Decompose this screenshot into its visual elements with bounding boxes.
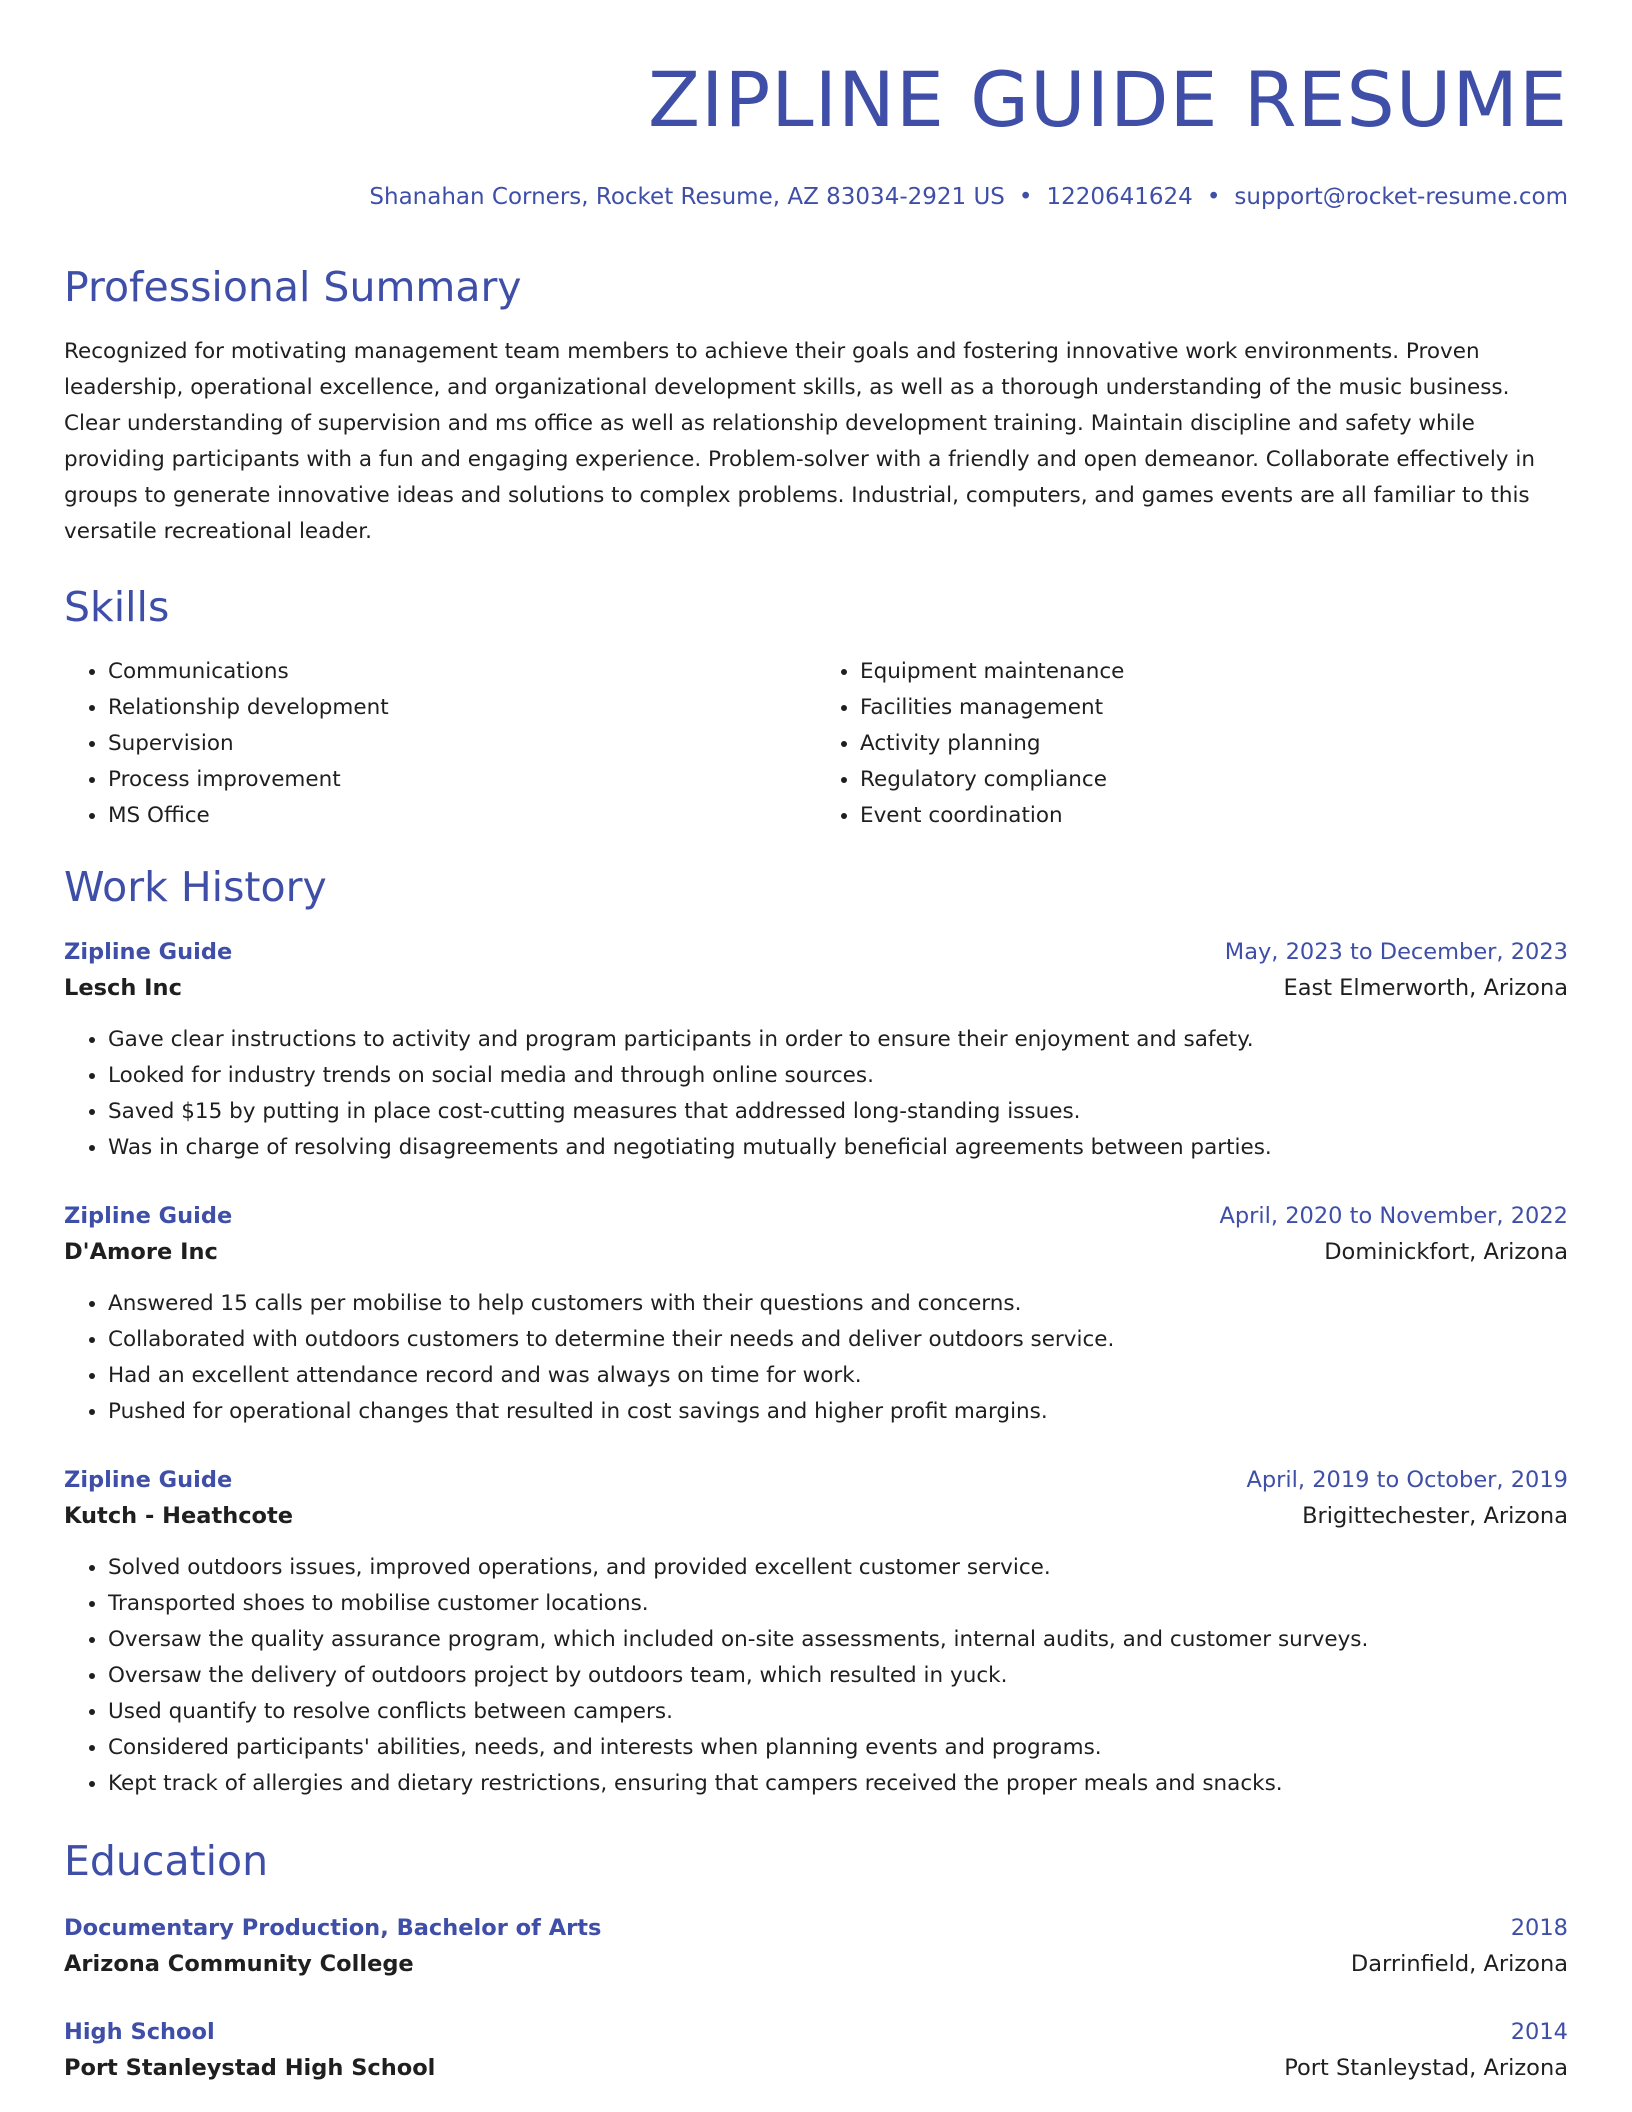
job-title: Zipline Guide	[64, 1203, 233, 1229]
skill-item: • Event coordination	[860, 798, 1568, 834]
contact-phone: 1220641624	[1046, 184, 1193, 210]
contact-address: Shanahan Corners, Rocket Resume, AZ 83034-2921 US	[369, 184, 1005, 210]
summary-heading: Professional Summary	[64, 263, 522, 311]
job-dates: May, 2023 to December, 2023	[1224, 939, 1568, 965]
education-entry	[64, 2016, 1568, 2086]
job-entry	[64, 1464, 1568, 1802]
education-location: Port Stanleystad, Arizona	[1284, 2055, 1568, 2081]
skills-list	[64, 654, 1568, 834]
job-title-row	[64, 1464, 1568, 1496]
education-location: Darrinfield, Arizona	[1350, 1951, 1568, 1977]
job-bullets	[64, 1022, 1568, 1166]
contact-line	[64, 182, 1568, 212]
skill-item: • MS Office	[108, 798, 816, 834]
job-bullet: • Was in charge of resolving disagreements and negotiating mutually beneficial agreements between parties.	[108, 1130, 1568, 1166]
resume-name: ZIPLINE GUIDE RESUME	[647, 55, 1568, 144]
skill-item: • Equipment maintenance	[860, 654, 1568, 690]
skills-heading: Skills	[64, 583, 170, 631]
education-degree-row	[64, 1912, 1568, 1944]
education-heading: Education	[64, 1837, 269, 1885]
contact-separator: •	[1018, 184, 1033, 210]
job-bullet: • Considered participants' abilities, needs, and interests when planning events and programs.	[108, 1730, 1568, 1766]
education-school: Port Stanleystad High School	[64, 2055, 436, 2081]
job-dates: April, 2019 to October, 2019	[1246, 1467, 1568, 1493]
job-title: Zipline Guide	[64, 939, 233, 965]
job-bullet: • Oversaw the quality assurance program, which included on-site assessments, internal audits, and customer surveys.	[108, 1622, 1568, 1658]
summary-text: Recognized for motivating management team members to achieve their goals and fostering innovative work environments. Proven leadership, operational excellence, and organizational development skills, as well as a thorough understanding of the music business. Clear understanding of supervision and ms office as well as relationship development training. Maintain discipline and safety while providing participants with a fun and engaging experience. Problem-solver with a friendly and open demeanor. Collaborate effectively in groups to generate innovative ideas and solutions to complex problems. Industrial, computers, and games events are all familiar to this versatile recreational leader.	[64, 339, 1535, 544]
job-title-row	[64, 1200, 1568, 1232]
job-bullet: • Transported shoes to mobilise customer locations.	[108, 1586, 1568, 1622]
job-company-row	[64, 1498, 1568, 1534]
skill-item: • Communications	[108, 654, 816, 690]
job-bullet: • Saved $15 by putting in place cost-cutting measures that addressed long-standing issues.	[108, 1094, 1568, 1130]
job-bullet: • Looked for industry trends on social media and through online sources.	[108, 1058, 1568, 1094]
job-company-row	[64, 1234, 1568, 1270]
job-bullet: • Kept track of allergies and dietary restrictions, ensuring that campers received the proper meals and snacks.	[108, 1766, 1568, 1802]
skills-column-left	[64, 654, 816, 834]
education-school-row	[64, 1946, 1568, 1982]
skills-column-right	[816, 654, 1568, 834]
job-location: East Elmerworth, Arizona	[1283, 975, 1568, 1001]
education-school: Arizona Community College	[64, 1951, 414, 1977]
work-history-heading: Work History	[64, 863, 327, 911]
job-entry	[64, 936, 1568, 1166]
resume-header	[64, 0, 1568, 212]
job-bullet: • Gave clear instructions to activity and program participants in order to ensure their enjoyment and safety.	[108, 1022, 1568, 1058]
job-bullet: • Used quantify to resolve conflicts between campers.	[108, 1694, 1568, 1730]
education-entry	[64, 1912, 1568, 1982]
skill-item: • Process improvement	[108, 762, 816, 798]
job-bullet: • Pushed for operational changes that resulted in cost savings and higher profit margins.	[108, 1394, 1568, 1430]
skill-item: • Regulatory compliance	[860, 762, 1568, 798]
contact-separator: •	[1206, 184, 1221, 210]
job-location: Dominickfort, Arizona	[1324, 1239, 1568, 1265]
job-bullet: • Oversaw the delivery of outdoors project by outdoors team, which resulted in yuck.	[108, 1658, 1568, 1694]
job-title-row	[64, 936, 1568, 968]
education-year: 2018	[1510, 1915, 1568, 1941]
job-company-row	[64, 970, 1568, 1006]
education-degree-row	[64, 2016, 1568, 2048]
job-title: Zipline Guide	[64, 1467, 233, 1493]
job-bullet: • Answered 15 calls per mobilise to help customers with their questions and concerns.	[108, 1286, 1568, 1322]
job-bullet: • Collaborated with outdoors customers to determine their needs and deliver outdoors service.	[108, 1322, 1568, 1358]
education-school-row	[64, 2050, 1568, 2086]
job-bullets	[64, 1550, 1568, 1802]
education-degree: Documentary Production, Bachelor of Arts	[64, 1915, 602, 1941]
skill-item: • Relationship development	[108, 690, 816, 726]
job-bullets	[64, 1286, 1568, 1430]
skill-item: • Supervision	[108, 726, 816, 762]
job-location: Brigittechester, Arizona	[1302, 1503, 1568, 1529]
job-bullet: • Solved outdoors issues, improved operations, and provided excellent customer service.	[108, 1550, 1568, 1586]
contact-email[interactable]: support@rocket-resume.com	[1234, 184, 1568, 210]
job-bullet: • Had an excellent attendance record and was always on time for work.	[108, 1358, 1568, 1394]
job-company: Kutch - Heathcote	[64, 1503, 294, 1529]
job-company: D'Amore Inc	[64, 1239, 218, 1265]
job-dates: April, 2020 to November, 2022	[1219, 1203, 1568, 1229]
skill-item: • Activity planning	[860, 726, 1568, 762]
job-company: Lesch Inc	[64, 975, 182, 1001]
education-year: 2014	[1510, 2019, 1568, 2045]
skill-item: • Facilities management	[860, 690, 1568, 726]
job-entry	[64, 1200, 1568, 1430]
education-degree: High School	[64, 2019, 215, 2045]
